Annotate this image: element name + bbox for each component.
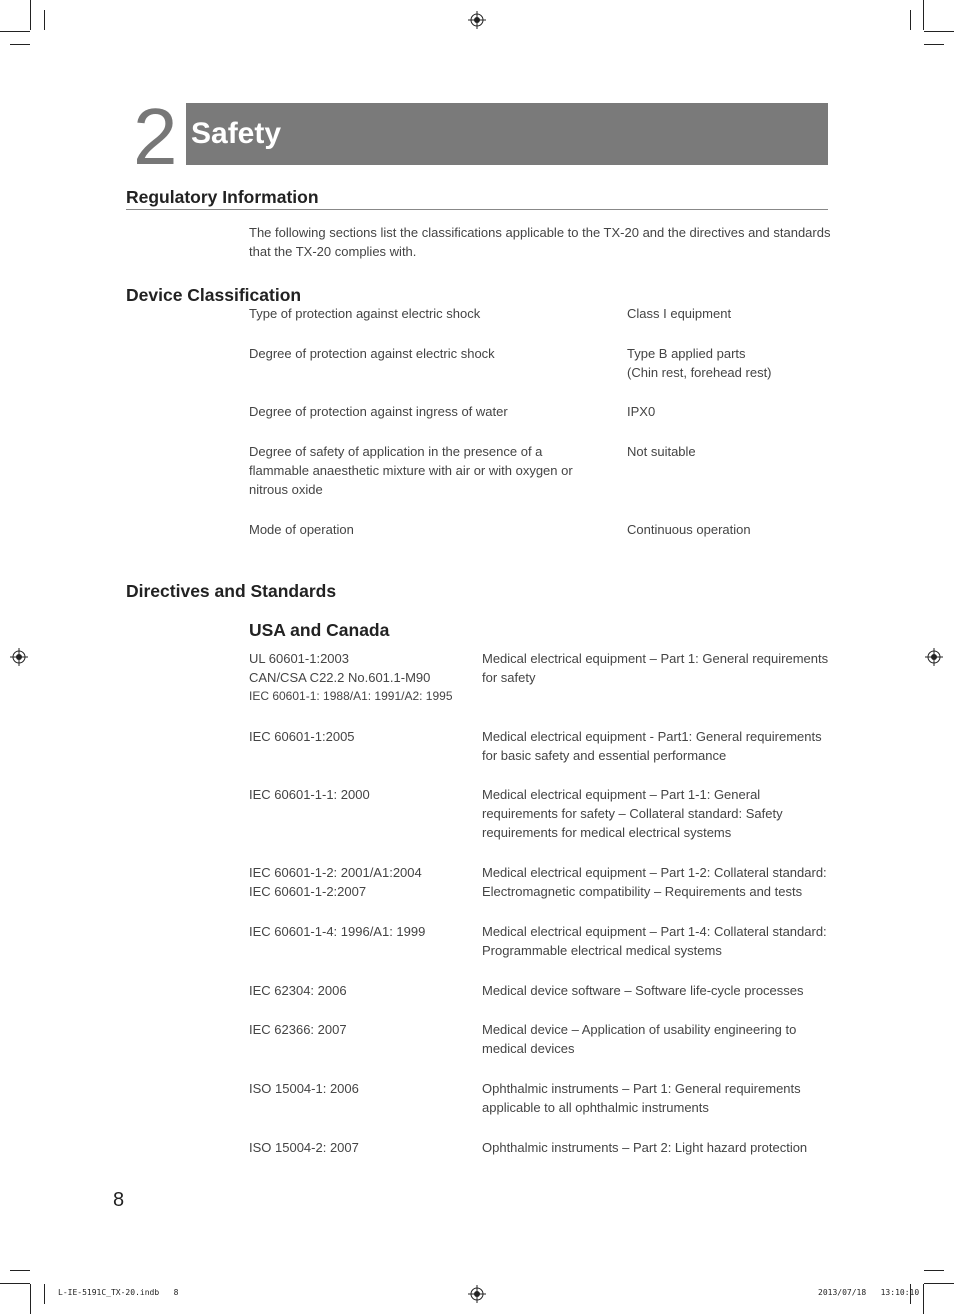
- standard-id-line: IEC 62366: 2007: [249, 1022, 347, 1037]
- classification-label: [249, 344, 609, 363]
- standard-description-line: Ophthalmic instruments – Part 2: Light hazard protection: [482, 1140, 808, 1155]
- standard-description-line: applicable to all ophthalmic instruments: [482, 1100, 709, 1115]
- standard-description: [482, 981, 832, 1000]
- classification-label-line: Degree of protection against ingress of water: [249, 404, 508, 419]
- intro-line: The following sections list the classifications applicable to the TX-20 and the directives and standards: [249, 225, 831, 240]
- registration-mark-icon: [10, 648, 28, 666]
- standard-description-line: Medical electrical equipment – Part 1-1: General: [482, 787, 761, 802]
- standard-description: [482, 785, 832, 842]
- standard-id-line: ISO 15004-1: 2006: [249, 1081, 359, 1096]
- standard-description: [482, 1138, 832, 1157]
- standard-description-line: Medical device software – Software life-cycle processes: [482, 983, 804, 998]
- classification-value-line: Not suitable: [627, 444, 696, 459]
- standard-id: [249, 1138, 474, 1157]
- classification-value-line: Continuous operation: [627, 522, 751, 537]
- classification-label: [249, 442, 609, 499]
- classification-value: [627, 402, 837, 421]
- standard-id-line: UL 60601-1:2003: [249, 651, 349, 666]
- standard-description: [482, 922, 832, 960]
- classification-value-line: Class I equipment: [627, 306, 732, 321]
- classification-label: [249, 304, 609, 323]
- standard-description-line: Medical electrical equipment – Part 1-2: Collateral standard:: [482, 865, 827, 880]
- print-slug-date: 2013/07/18 13:10:10: [818, 1288, 920, 1297]
- classification-label: [249, 520, 609, 539]
- standard-id-line: IEC 60601-1-2:2007: [249, 884, 367, 899]
- classification-label-line: flammable anaesthetic mixture with air or with oxygen or: [249, 463, 573, 478]
- standard-id-line: IEC 60601-1: 1988/A1: 1991/A2: 1995: [249, 689, 453, 703]
- section-heading-regulatory: Regulatory Information: [126, 187, 319, 207]
- classification-label-line: Mode of operation: [249, 522, 354, 537]
- classification-value: [627, 442, 837, 461]
- print-slug-file: L-IE-5191C_TX-20.indb 8: [58, 1288, 179, 1297]
- classification-value-line: IPX0: [627, 404, 656, 419]
- standard-description: [482, 863, 832, 901]
- subsection-heading-usa-canada: USA and Canada: [249, 620, 390, 640]
- standard-id: [249, 863, 474, 901]
- section-rule: [126, 209, 828, 210]
- page-number: 8: [113, 1189, 125, 1211]
- standard-description-line: requirements for medical electrical systems: [482, 825, 732, 840]
- classification-value: [627, 304, 837, 323]
- standard-id-line: IEC 60601-1-4: 1996/A1: 1999: [249, 924, 426, 939]
- standard-id: [249, 1020, 474, 1039]
- classification-value-line: Type B applied parts: [627, 346, 746, 361]
- classification-label-line: nitrous oxide: [249, 482, 323, 497]
- standard-description: [482, 649, 832, 687]
- classification-value: [627, 520, 837, 539]
- standard-id: [249, 1079, 474, 1098]
- classification-label-line: Degree of safety of application in the presence of a: [249, 444, 543, 459]
- standard-id-line: ISO 15004-2: 2007: [249, 1140, 359, 1155]
- standard-description-line: Electromagnetic compatibility – Requirements and tests: [482, 884, 803, 899]
- standard-id-line: IEC 62304: 2006: [249, 983, 347, 998]
- standard-description-line: Ophthalmic instruments – Part 1: General requirements: [482, 1081, 801, 1096]
- intro-line: that the TX-20 complies with.: [249, 244, 417, 259]
- standard-description-line: for basic safety and essential performance: [482, 748, 727, 763]
- classification-value-line: (Chin rest, forehead rest): [627, 365, 772, 380]
- standard-id: [249, 922, 474, 941]
- classification-value: [627, 344, 837, 382]
- standard-id: [249, 649, 474, 706]
- standard-id-line: IEC 60601-1:2005: [249, 729, 355, 744]
- section-heading-device-classification: Device Classification: [126, 285, 302, 305]
- standard-description-line: Programmable electrical medical systems: [482, 943, 722, 958]
- classification-label: [249, 402, 609, 421]
- standard-description-line: for safety: [482, 670, 536, 685]
- standard-id: [249, 727, 474, 746]
- standard-description: [482, 1079, 832, 1117]
- standard-description: [482, 1020, 832, 1058]
- standard-description-line: medical devices: [482, 1041, 575, 1056]
- standard-id: [249, 785, 474, 804]
- standard-id: [249, 981, 474, 1000]
- classification-label-line: Type of protection against electric shock: [249, 306, 481, 321]
- standard-id-line: CAN/CSA C22.2 No.601.1-M90: [249, 670, 431, 685]
- chapter-number: 2: [133, 92, 176, 181]
- chapter-title: Safety: [191, 117, 282, 150]
- standard-description-line: requirements for safety – Collateral standard: Safety: [482, 806, 783, 821]
- standard-description-line: Medical device – Application of usability engineering to: [482, 1022, 797, 1037]
- standard-id-line: IEC 60601-1-1: 2000: [249, 787, 370, 802]
- intro-paragraph: [249, 223, 839, 261]
- classification-label-line: Degree of protection against electric shock: [249, 346, 495, 361]
- standard-description-line: Medical electrical equipment – Part 1-4: Collateral standard:: [482, 924, 827, 939]
- registration-mark-icon: [925, 648, 943, 666]
- section-heading-directives: Directives and Standards: [126, 581, 337, 601]
- standard-id-line: IEC 60601-1-2: 2001/A1:2004: [249, 865, 422, 880]
- registration-mark-icon: [468, 1285, 486, 1303]
- registration-mark-icon: [468, 11, 486, 29]
- standard-description: [482, 727, 832, 765]
- standard-description-line: Medical electrical equipment - Part1: General requirements: [482, 729, 822, 744]
- standard-description-line: Medical electrical equipment – Part 1: General requirements: [482, 651, 829, 666]
